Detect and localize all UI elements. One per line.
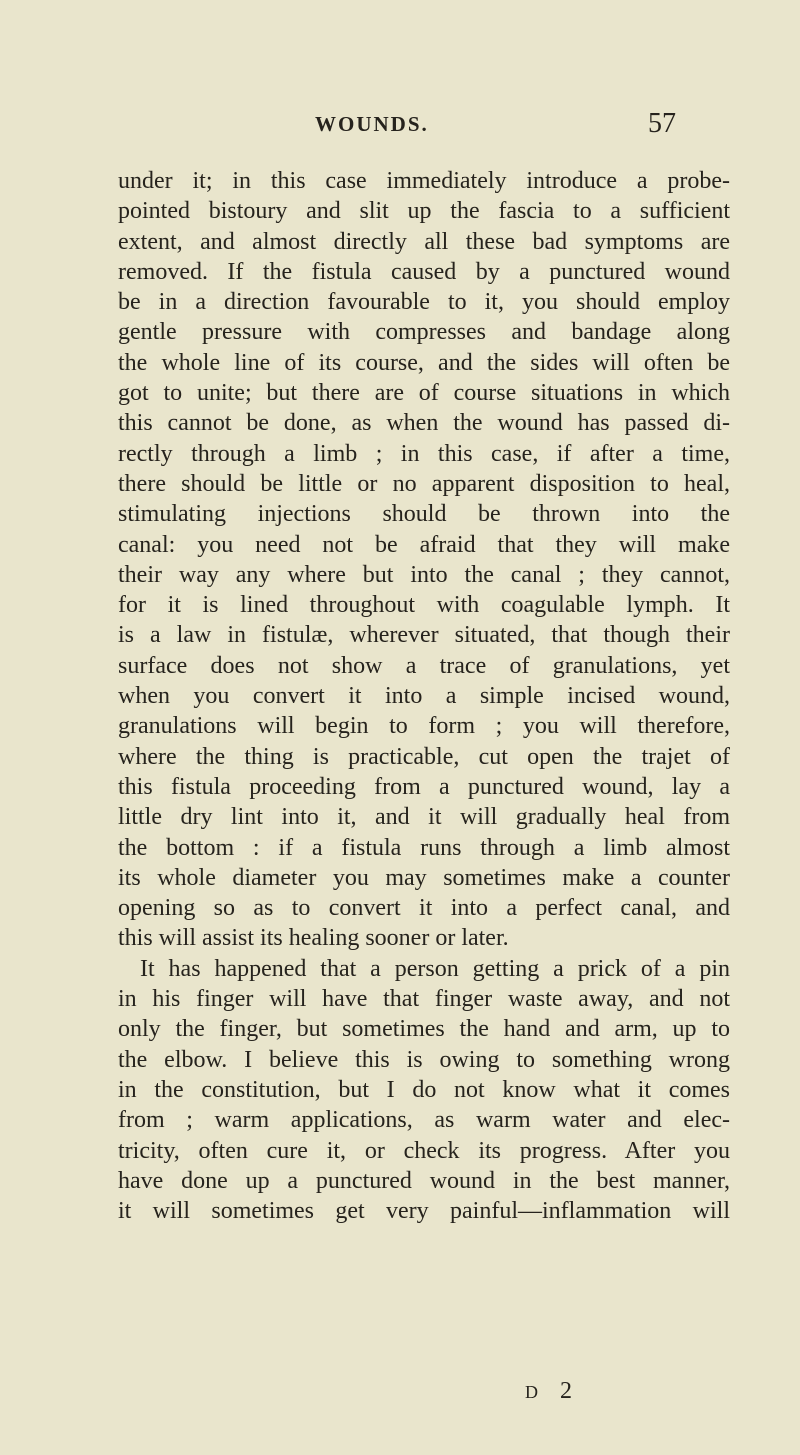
text-line: in his finger will have that finger waste away, and not <box>118 986 730 1013</box>
text-line: removed. If the fistula caused by a punctured wound <box>118 258 730 285</box>
text-line: the whole line of its course, and the sides will often be <box>118 349 730 376</box>
text-line: this fistula proceeding from a punctured wound, lay a <box>118 773 730 800</box>
running-head <box>0 108 800 146</box>
text-line: this cannot be done, as when the wound has passed di- <box>118 410 730 437</box>
text-line: be in a direction favourable to it, you should employ <box>118 289 730 316</box>
paragraph-end-line: this will assist its healing sooner or later. <box>118 925 509 952</box>
text-line: for it is lined throughout with coagulable lymph. It <box>118 592 730 619</box>
signature-mark <box>525 1378 580 1405</box>
text-line: in the constitution, but I do not know what it comes <box>118 1076 730 1103</box>
page-number: 57 <box>648 108 676 139</box>
text-line: rectly through a limb ; in this case, if after a time, <box>118 440 730 467</box>
text-line: when you convert it into a simple incised wound, <box>118 683 730 710</box>
text-line: the bottom : if a fistula runs through a limb almost <box>118 834 730 861</box>
text-line: there should be little or no apparent disposition to heal, <box>118 470 730 497</box>
text-line: extent, and almost directly all these bad symptoms are <box>118 228 730 255</box>
text-line: the elbow. I believe this is owing to something wrong <box>118 1046 730 1073</box>
text-line: have done up a punctured wound in the best manner, <box>118 1167 730 1194</box>
paragraph-start-line: It has happened that a person getting a prick of a pin <box>140 955 730 982</box>
text-line: under it; in this case immediately introduce a probe- <box>118 168 730 194</box>
text-line: only the finger, but sometimes the hand and arm, up to <box>118 1016 730 1043</box>
text-line: opening so as to convert it into a perfect canal, and <box>118 895 730 922</box>
text-line: it will sometimes get very painful—inflammation will <box>118 1198 730 1225</box>
running-head-title: WOUNDS. <box>315 112 429 136</box>
text-line: is a law in fistulæ, wherever situated, that though their <box>118 622 730 649</box>
text-line: got to unite; but there are of course situations in which <box>118 380 730 407</box>
text-line: stimulating injections should be thrown into the <box>118 501 730 528</box>
text-line: gentle pressure with compresses and bandage along <box>118 319 730 346</box>
text-line: their way any where but into the canal ; they cannot, <box>118 561 730 588</box>
text-line: pointed bistoury and slit up the fascia to a sufficient <box>118 198 730 225</box>
text-line: tricity, often cure it, or check its progress. After you <box>118 1137 730 1164</box>
text-line: from ; warm applications, as warm water and elec- <box>118 1107 730 1134</box>
signature-letter: D <box>525 1382 546 1402</box>
signature-number: 2 <box>560 1378 580 1404</box>
text-line: canal: you need not be afraid that they will make <box>118 531 730 558</box>
text-line: granulations will begin to form ; you will therefore, <box>118 713 730 740</box>
text-line: surface does not show a trace of granulations, yet <box>118 652 730 679</box>
text-line: its whole diameter you may sometimes make a counter <box>118 864 730 891</box>
text-line: little dry lint into it, and it will gradually heal from <box>118 804 730 831</box>
text-line: where the thing is practicable, cut open the trajet of <box>118 743 730 770</box>
body-text <box>118 166 730 1226</box>
